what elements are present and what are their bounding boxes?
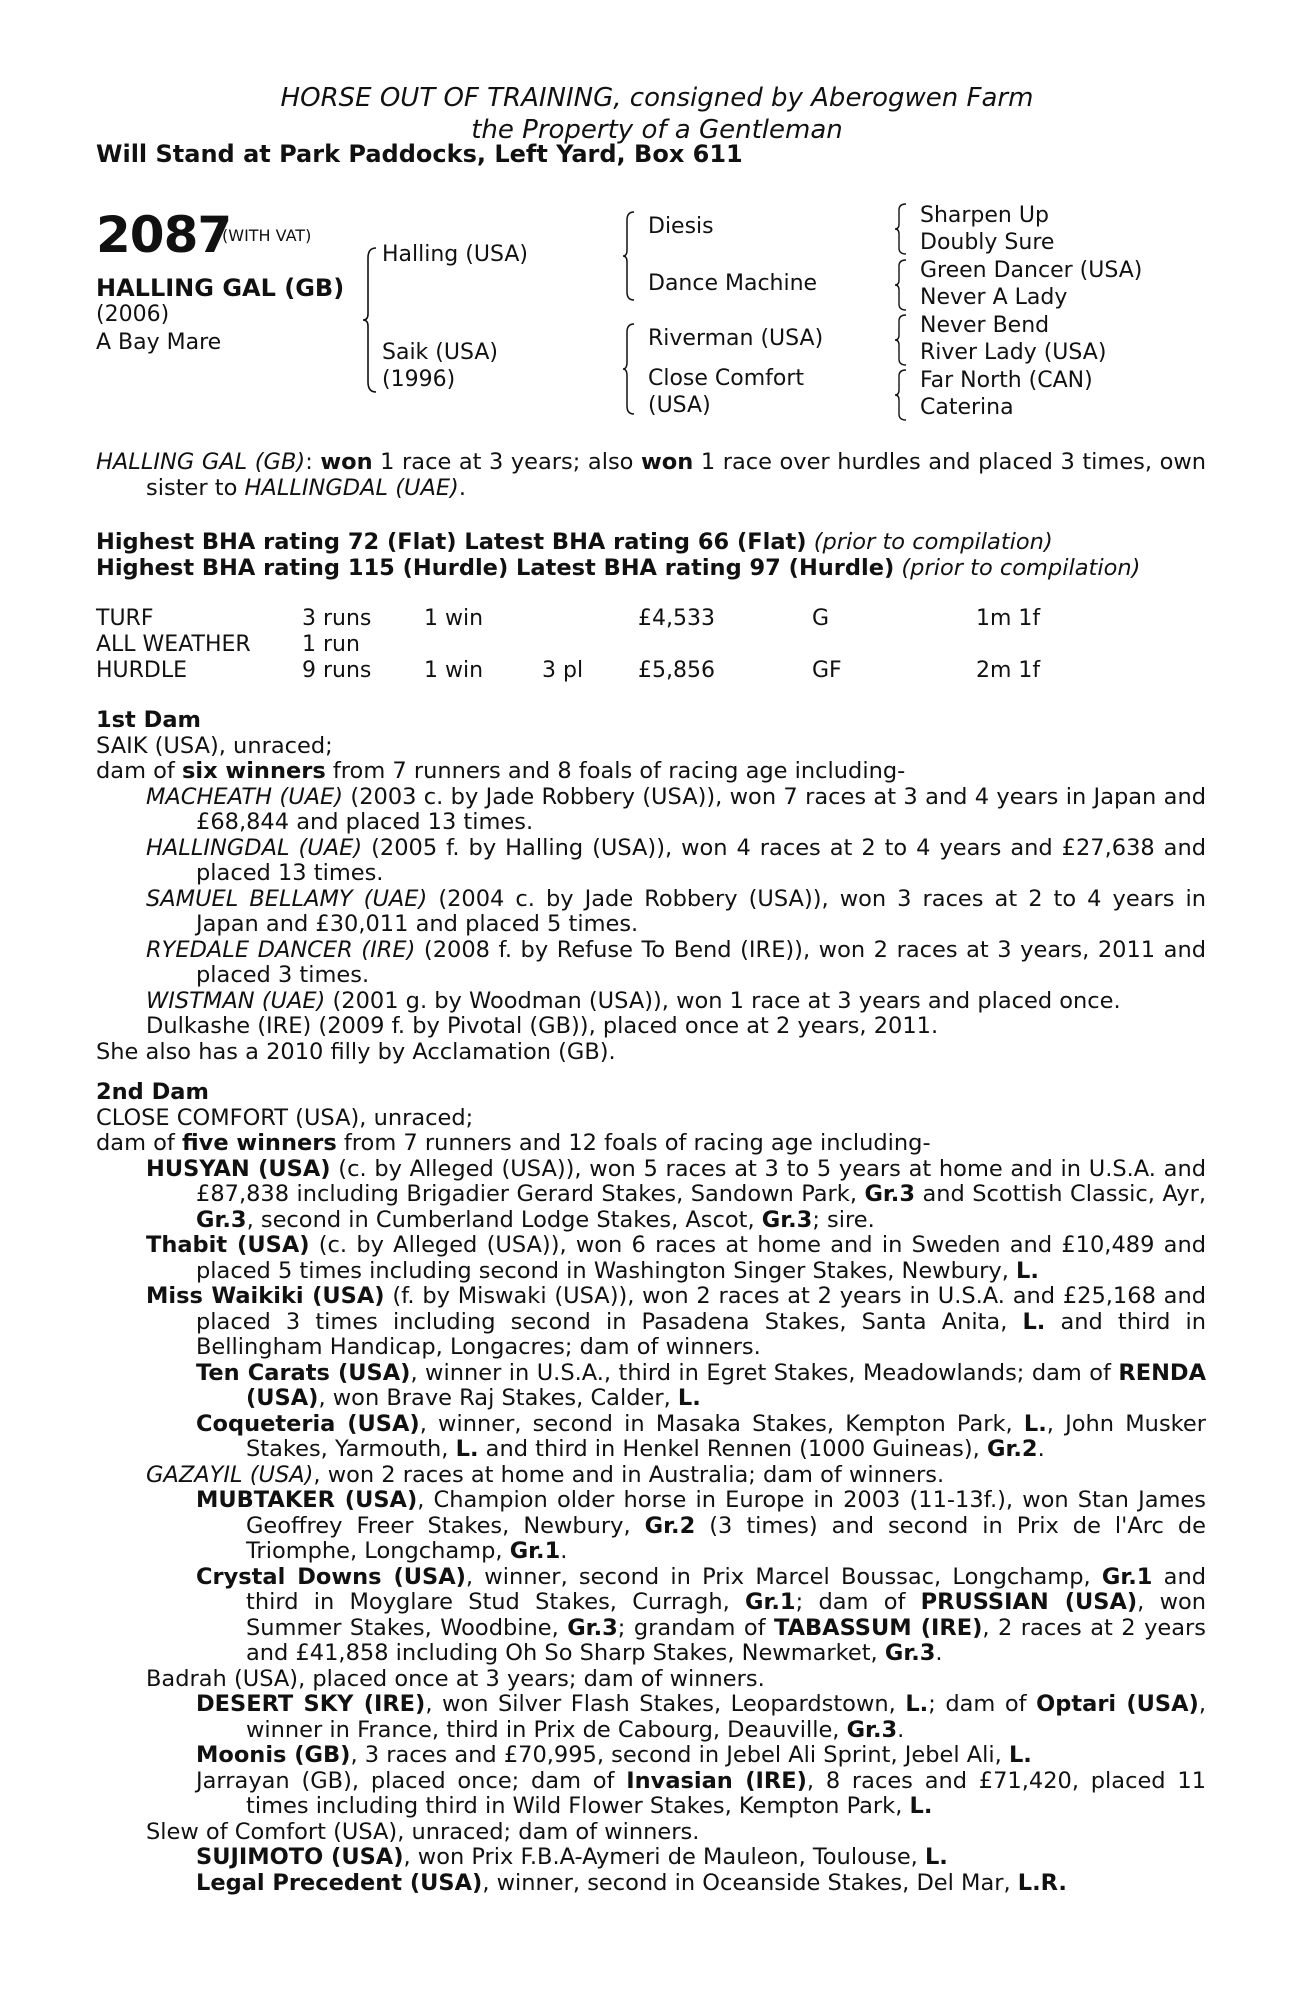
- pedigree-g1: Sharpen Up: [920, 203, 1049, 228]
- pedigree-dam: Saik (USA): [382, 340, 498, 365]
- summary-horse-name: HALLING GAL (GB): [96, 449, 306, 475]
- stand-location: Will Stand at Park Paddocks, Left Yard, Box 611: [96, 140, 743, 168]
- pedigree-g7: Far North (CAN): [920, 368, 1093, 393]
- pedigree-g2: Doubly Sure: [920, 230, 1055, 255]
- first-dam-heading: 1st Dam: [96, 707, 201, 733]
- pedigree-g3: Green Dancer (USA): [920, 258, 1143, 283]
- pedigree-dam-sire: Riverman (USA): [648, 326, 824, 351]
- pedigree-g8: Caterina: [920, 395, 1014, 420]
- pedigree-dam-dam-origin: (USA): [648, 393, 711, 418]
- property-line: the Property of a Gentleman: [471, 115, 843, 145]
- pedigree-bracket-g2: [894, 258, 908, 312]
- horse-name: HALLING GAL (GB): [96, 274, 345, 302]
- lot-number: 2087: [96, 206, 232, 264]
- second-dam-heading: 2nd Dam: [96, 1079, 209, 1105]
- first-dam-section: 1st Dam SAIK (USA), unraced; dam of six winners from 7 runners and 8 foals of racing age including- MACHEATH (UAE) (2003 c. by Jade Robbery (USA)), won 7 races at 3 and 4 years in Japan and £68,844 and placed 13 times. HALLINGDAL (UAE) (2005 f. by Halling (USA)), won 4 races at 2 to 4 years and £27,638 and placed 13 times. SAMUEL BELLAMY (UAE) (2004 c. by Jade Robbery (USA)), won 3 races at 2 to 4 years in Japan and £30,011 and placed 5 times. RYEDALE DANCER (IRE) (2008 f. by Refuse To Bend (IRE)), won 2 races at 3 years, 2011 and placed 3 times. WISTMAN (UAE) (2001 g. by Woodman (USA)), won 1 race at 3 years and placed once. Dulkashe (IRE) (2009 f. by Pivotal (GB)), placed once at 2 years, 2011. She also has a 2010 filly by Acclamation (GB).: [96, 707, 1207, 1065]
- second-dam-section: 2nd Dam CLOSE COMFORT (USA), unraced; dam of five winners from 7 runners and 12 foals of racing age including- HUSYAN (USA) (c. by Alleged (USA)), won 5 races at 3 to 5 years at home and in U.S.A. and £87,838 including Brigadier Gerard Stakes, Sandown Park, Gr.3 and Scottish Classic, Ayr, Gr.3, second in Cumberland Lodge Stakes, Ascot, Gr.3; sire. Thabit (USA) (c. by Alleged (USA)), won 6 races at home and in Sweden and £10,489 and placed 5 times including second in Washington Singer Stakes, Newbury, L. Miss Waikiki (USA) (f. by Miswaki (USA)), won 2 races at 2 years in U.S.A. and £25,168 and placed 3 times including second in Pasadena Stakes, Santa Anita, L. and third in Bellingham Handicap, Longacres; dam of winners. Ten Carats (USA), winner in U.S.A., third in Egret Stakes, Meadowlands; dam of RENDA (USA), won Brave Raj Stakes, Calder, L. Coqueteria (USA), winner, second in Masaka Stakes, Kempton Park, L., John Musker Stakes, Yarmouth, L. and third in Henkel Rennen (1000 Guineas), Gr.2. GAZAYIL (USA), won 2 races at home and in Australia; dam of winners. MUBTAKER (USA), Champion older horse in Europe in 2003 (11-13f.), won Stan James Geoffrey Freer Stakes, Newbury, Gr.2 (3 times) and second in Prix de l'Arc de Triomphe, Longchamp, Gr.1. Crystal Downs (USA), winner, second in Prix Marcel Boussac, Longchamp, Gr.1 and third in Moyglare Stud Stakes, Curragh, Gr.1; dam of PRUSSIAN (USA), won Summer Stakes, Woodbine, Gr.3; grandam of TABASSUM (IRE), 2 races at 2 years and £41,858 including Oh So Sharp Stakes, Newmarket, Gr.3. Badrah (USA), placed once at 3 years; dam of winners. DESERT SKY (IRE), won Silver Flash Stakes, Leopardstown, L.; dam of Optari (USA), winner in France, third in Prix de Cabourg, Deauville, Gr.3. Moonis (GB), 3 races and £70,995, second in Jebel Ali Sprint, Jebel Ali, L. Jarrayan (GB), placed once; dam of Invasian (IRE), 8 races and £71,420, placed 11 times including third in Wild Flower Stakes, Kempton Park, L. Slew of Comfort (USA), unraced; dam of winners. SUJIMOTO (USA), won Prix F.B.A-Aymeri de Mauleon, Toulouse, L. Legal Precedent (USA), winner, second in Oceanside Stakes, Del Mar, L.R.: [96, 1079, 1207, 1896]
- pedigree-bracket-dam: [622, 322, 636, 416]
- flat-rating: Highest BHA rating 72 (Flat) Latest BHA rating 66 (Flat): [96, 529, 807, 555]
- pedigree-sire-dam: Dance Machine: [648, 271, 818, 296]
- pedigree-g5: Never Bend: [920, 313, 1050, 338]
- pedigree-dam-dam: Close Comfort: [648, 366, 805, 391]
- pedigree-bracket-g1: [894, 202, 908, 256]
- catalogue-page: HORSE OUT OF TRAINING, consigned by Aberogwen Farm the Property of a Gentleman Will Stand at Park Paddocks, Left Yard, Box 611 2087 (WITH VAT) HALLING GAL (GB) (2006) A Bay Mare Halling (USA) Saik (USA) (1996) Diesis Dance Machine Riverman (USA) Close Comfort (USA) Sharpen Up Doubly Sure Green Dancer (USA) Never A Lady Never Bend River Lady (USA) Far North (CAN) Caterina HALLING GAL (GB): won 1 race at 3 years; also won 1 race over hurdles and placed 3 times, own sister to HALLINGDAL (UAE). Highest BHA rating 72 (Flat) Latest BHA rating 66 (Flat) (prior to compilation) Highest BHA rating 115 (Hurdle) Latest BHA rating 97 (Hurdle) (prior to compilation) TURF 3 runs 1 win £4,533 G 1m 1f ALL WEATHER 1 run HURDLE 9 runs 1 win 3 pl £5,856 GF 2m 1f 1st Dam SAIK (USA), unraced; dam of six winners from 7 runners and 8 foals of racing age including- MACHEATH (UAE) (2003 c. by Jade Robbery (USA)), won 7 races at 3 and 4 years in Japan and £68,844 and placed 13 times. HALLINGDAL (UAE) (2005 f. by Halling (USA)), won 4 races at 2 to 4 years and £27,638 and placed 13 times. SAMUEL BELLAMY (UAE) (2004 c. by Jade Robbery (USA)), won 3 races at 2 to 4 years in Japan and £30,011 and placed 5 times. RYEDALE DANCER (IRE) (2008 f. by Refuse To Bend (IRE)), won 2 races at 3 years, 2011 and placed 3 times. WISTMAN (UAE) (2001 g. by Woodman (USA)), won 1 race at 3 years and placed once. Dulkashe (IRE) (2009 f. by Pivotal (GB)), placed once at 2 years, 2011. She also has a 2010 filly by Acclamation (GB). 2nd Dam CLOSE COMFORT (USA), unraced; dam of five winners from 7 runners and 12 foals of racing age including- HUSYAN (USA) (c. by Alleged (USA)), won 5 races at 3 to 5 years at home and in U.S.A. and £87,838 including Brigadier Gerard Stakes, Sandown Park, Gr.3 and Scottish Classic, Ayr, Gr.3, second in Cumberland Lodge Stakes, Ascot, Gr.3; sire. Thabit (USA) (c. by Alleged (USA)), won 6 races at home and in Sweden and £10,489 and placed 5 times including second in Washington Singer Stakes, Newbury, L. Miss Waikiki (USA) (f. by Miswaki (USA)), won 2 races at 2 years in U.S.A. and £25,168 and placed 3 times including second in Pasadena Stakes, Santa Anita, L. and third in Bellingham Handicap, Longacres; dam of winners. Ten Carats (USA), winner in U.S.A., third in Egret Stakes, Meadowlands; dam of RENDA (USA), won Brave Raj Stakes, Calder, L. Coqueteria (USA), winner, second in Masaka Stakes, Kempton Park, L., John Musker Stakes, Yarmouth, L. and third in Henkel Rennen (1000 Guineas), Gr.2. GAZAYIL (USA), won 2 races at home and in Australia; dam of winners. MUBTAKER (USA), Champion older horse in Europe in 2003 (11-13f.), won Stan James Geoffrey Freer Stakes, Newbury, Gr.2 (3 times) and second in Prix de l'Arc de Triomphe, Longchamp, Gr.1. Crystal Downs (USA), winner, second in Prix Marcel Boussac, Longchamp, Gr.1 and third in Moyglare Stud Stakes, Curragh, Gr.1; dam of PRUSSIAN (USA), won Summer Stakes, Woodbine, Gr.3; grandam of TABASSUM (IRE), 2 races at 2 years and £41,858 including Oh So Sharp Stakes, Newmarket, Gr.3. Badrah (USA), placed once at 3 years; dam of winners. DESERT SKY (IRE), won Silver Flash Stakes, Leopardstown, L.; dam of Optari (USA), winner in France, third in Prix de Cabourg, Deauville, Gr.3. Moonis (GB), 3 races and £70,995, second in Jebel Ali Sprint, Jebel Ali, L. Jarrayan (GB), placed once; dam of Invasian (IRE), 8 races and £71,420, placed 11 times including third in Wild Flower Stakes, Kempton Park, L. Slew of Comfort (USA), unraced; dam of winners. SUJIMOTO (USA), won Prix F.B.A-Aymeri de Mauleon, Toulouse, L. Legal Precedent (USA), winner, second in Oceanside Stakes, Del Mar, L.R.: [0, 0, 1314, 2000]
- horse-description: A Bay Mare: [96, 330, 222, 355]
- foaling-year: (2006): [96, 302, 170, 327]
- pedigree-g4: Never A Lady: [920, 285, 1068, 310]
- consignor-line: HORSE OUT OF TRAINING, consigned by Aberogwen Farm: [280, 83, 1034, 113]
- pedigree-bracket-g3: [894, 313, 908, 367]
- pedigree-g6: River Lady (USA): [920, 340, 1107, 365]
- pedigree-dam-year: (1996): [382, 367, 456, 392]
- pedigree-bracket-sire: [622, 210, 636, 302]
- hurdle-rating: Highest BHA rating 115 (Hurdle) Latest BHA rating 97 (Hurdle): [96, 554, 895, 581]
- pedigree-sire: Halling (USA): [382, 242, 528, 267]
- pedigree-bracket-main: [362, 246, 378, 394]
- summary-sister: HALLINGDAL (UAE): [244, 474, 459, 501]
- race-summary: HALLING GAL (GB): won 1 race at 3 years; also won 1 race over hurdles and placed 3 times, own sister to HALLINGDAL (UAE).: [96, 449, 1207, 501]
- vat-note: (WITH VAT): [222, 226, 312, 245]
- pedigree-sire-sire: Diesis: [648, 214, 714, 239]
- pedigree-bracket-g4: [894, 368, 908, 422]
- ratings-block: Highest BHA rating 72 (Flat) Latest BHA rating 66 (Flat) (prior to compilation) Highest BHA rating 115 (Hurdle) Latest BHA rating 97 (Hurdle) (prior to compilation): [96, 529, 1141, 581]
